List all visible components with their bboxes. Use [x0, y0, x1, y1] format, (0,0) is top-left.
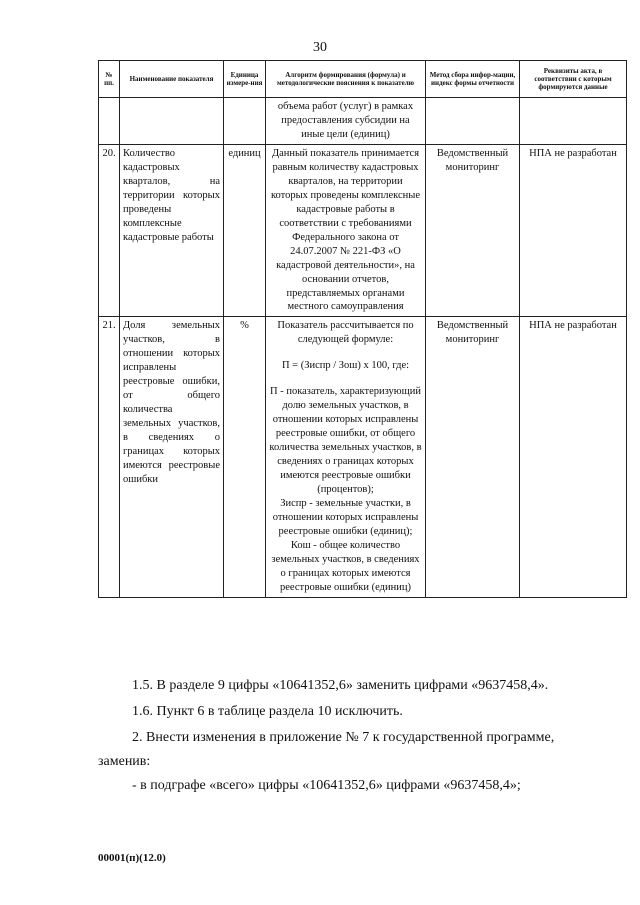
- cell-empty: [426, 98, 520, 145]
- algo-p-definition: П - показатель, характеризующий долю земельных участков, в отношении которых исправлены реестровые ошибки, от общего количества земельных участков, в сведениях о границах которых имеются реестровые ошибки (процентов);: [269, 386, 422, 495]
- page-number: 30: [313, 40, 327, 55]
- paragraph-2-cont: заменив:: [98, 754, 151, 769]
- continuation-line: объема работ (услуг) в рамках: [277, 101, 414, 113]
- algo-formula: П = (Зиспр / Зош) х 100, где:: [281, 360, 410, 372]
- footer-code: 00001(п)(12.0): [98, 852, 166, 864]
- table-row: [99, 317, 627, 597]
- cell-algo: Данный показатель принимается равным количеству кадастровых кварталов, на территории которых проведены комплексные кадастровые работы в соответствии с требованиями Федерального закона от 24.07.2007 № 221-ФЗ «О кадастровой деятельности», на основании отчетов, представляемых органами местного самоуправления: [266, 145, 426, 317]
- indicators-table: [98, 60, 627, 598]
- cell-empty: [99, 98, 120, 145]
- cell-empty: [224, 98, 266, 145]
- cell-req: НПА не разработан: [520, 145, 627, 317]
- algo-z1-definition: Зиспр - земельные участки, в отношении которых исправлены реестровые ошибки (единиц);: [272, 497, 419, 537]
- continuation-line: иные цели (единиц): [301, 129, 390, 141]
- table-row-continuation: [99, 98, 627, 145]
- cell-method: Ведомственный мониторинг: [426, 317, 520, 597]
- cell-algo-continuation: [266, 98, 426, 145]
- continuation-line: предоставления субсидии на: [281, 115, 410, 127]
- paragraph-1-5: 1.5. В разделе 9 цифры «10641352,6» заменить цифрами «9637458,4».: [132, 678, 549, 693]
- header-num: № пп.: [99, 61, 120, 98]
- cell-empty: [520, 98, 627, 145]
- header-unit: Единица измере-ния: [224, 61, 266, 98]
- cell-unit: %: [224, 317, 266, 597]
- cell-empty: [120, 98, 224, 145]
- paragraph-2: 2. Внести изменения в приложение № 7 к государственной программе,: [132, 730, 555, 745]
- header-name: Наименование показателя: [120, 61, 224, 98]
- cell-num: 21.: [99, 317, 120, 597]
- algo-intro: Показатель рассчитывается по следующей формуле:: [277, 320, 414, 346]
- cell-req: НПА не разработан: [520, 317, 627, 597]
- paragraph-subgraph: - в подграфе «всего» цифры «10641352,6» цифрами «9637458,4»;: [132, 778, 521, 793]
- cell-method: Ведомственный мониторинг: [426, 145, 520, 317]
- spacer: [269, 373, 422, 385]
- header-algo: Алгоритм формирования (формула) и методологические пояснения к показателю: [266, 61, 426, 98]
- table-header-row: [99, 61, 627, 98]
- algo-z2-definition: Кош - общее количество земельных участков, в сведениях о границах которых имеются реестровые ошибки (единиц): [271, 539, 420, 593]
- cell-algo: [266, 317, 426, 597]
- cell-unit: единиц: [224, 145, 266, 317]
- spacer: [269, 347, 422, 359]
- header-req: Реквизиты акта, в соответствии с которым формируются данные: [520, 61, 627, 98]
- cell-name: Доля земельных участков, в отношении которых исправлены реестровые ошибки, от общего количества земельных участков, в сведениях о границах которых имеются реестровые ошибки: [120, 317, 224, 597]
- header-method: Метод сбора инфор-мации, индекс формы отчетности: [426, 61, 520, 98]
- table-row: [99, 145, 627, 317]
- cell-num: 20.: [99, 145, 120, 317]
- paragraph-1-6: 1.6. Пункт 6 в таблице раздела 10 исключить.: [132, 704, 403, 719]
- cell-name: Количество кадастровых кварталов, на территории которых проведены комплексные кадастровые работы: [120, 145, 224, 317]
